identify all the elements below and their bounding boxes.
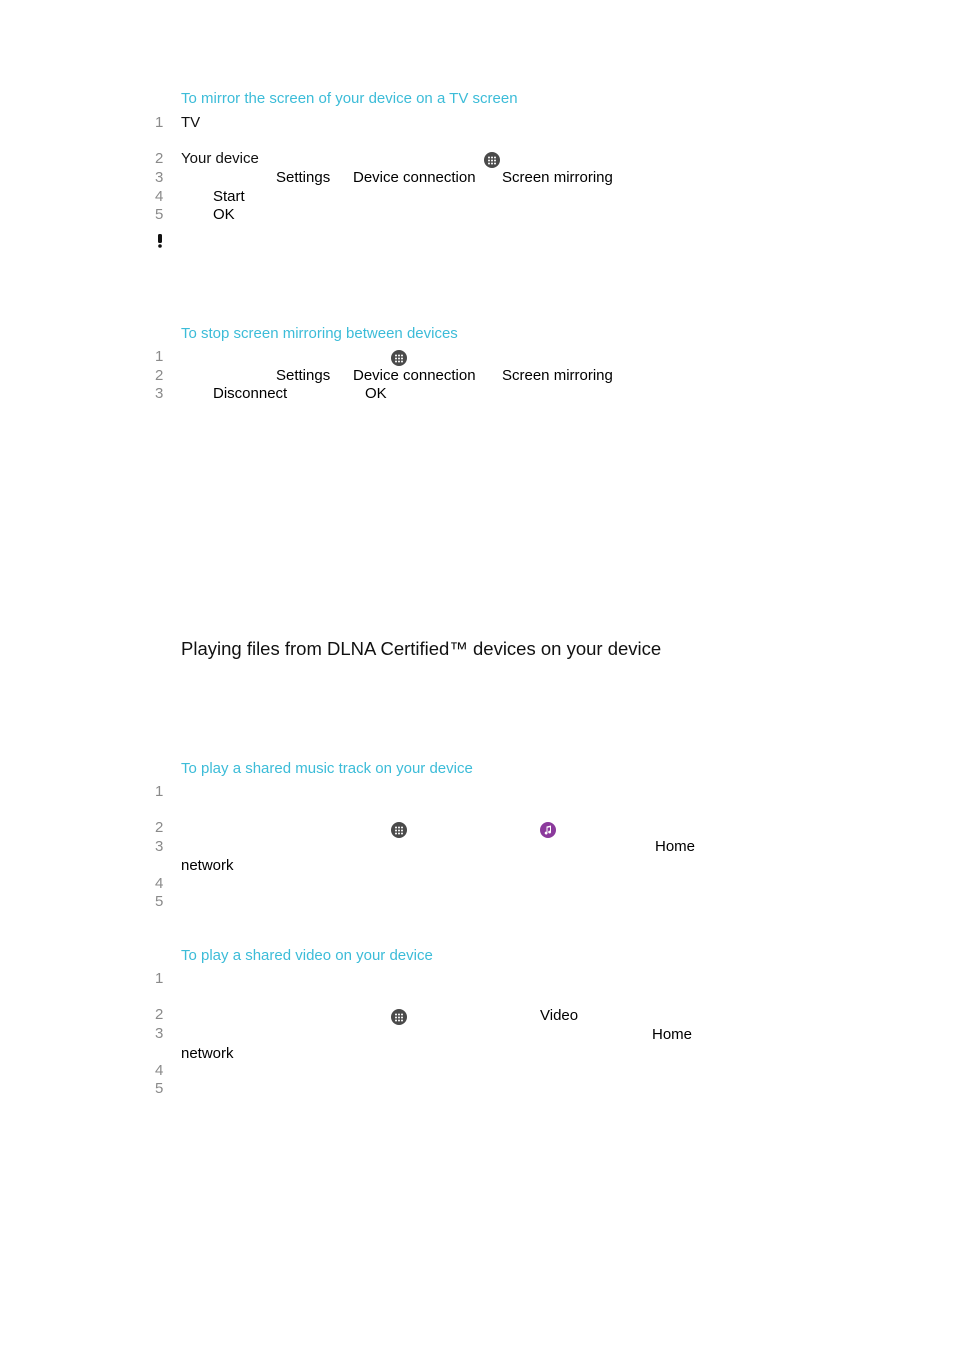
apps-icon	[391, 822, 407, 838]
ok-label: OK	[365, 385, 387, 402]
home-label: Home	[655, 838, 696, 855]
dlna-section-title: Playing files from DLNA Certified™ devices on your device	[181, 638, 662, 659]
settings-label: Settings	[276, 367, 331, 384]
apps-icon	[484, 152, 500, 168]
step-number: 3	[155, 1025, 164, 1042]
device-connection-label: Device connection	[353, 367, 476, 384]
disconnect-label: Disconnect	[213, 385, 288, 402]
step-number: 2	[155, 367, 164, 384]
apps-icon	[391, 1009, 407, 1025]
section-heading-video: To play a shared video on your device	[181, 947, 433, 964]
step-number: 4	[155, 188, 164, 205]
network-label: network	[181, 857, 234, 874]
step-number: 4	[155, 1062, 164, 1079]
step-number: 5	[155, 1080, 164, 1097]
device-connection-label: Device connection	[353, 169, 476, 186]
start-label: Start	[213, 188, 245, 205]
section-heading-music: To play a shared music track on your device	[181, 760, 473, 777]
step-text: TV	[181, 114, 201, 131]
music-icon	[540, 822, 556, 838]
step-number: 3	[155, 169, 164, 186]
section-heading-stop-mirroring: To stop screen mirroring between devices	[181, 325, 458, 342]
step-number: 2	[155, 819, 164, 836]
step-number: 2	[155, 1006, 164, 1023]
step-number: 1	[155, 114, 164, 131]
ok-label: OK	[213, 206, 235, 223]
screen-mirroring-label: Screen mirroring	[502, 367, 613, 384]
screen-mirroring-label: Screen mirroring	[502, 169, 613, 186]
step-number: 2	[155, 150, 164, 167]
step-number: 4	[155, 875, 164, 892]
step-number: 1	[155, 970, 164, 987]
step-number: 5	[155, 206, 164, 223]
video-label: Video	[540, 1007, 579, 1024]
step-number: 5	[155, 893, 164, 910]
network-label: network	[181, 1045, 234, 1062]
step-text: Your device	[181, 150, 259, 167]
step-number: 3	[155, 385, 164, 402]
home-label: Home	[652, 1026, 693, 1043]
step-number: 1	[155, 348, 164, 365]
settings-label: Settings	[276, 169, 331, 186]
apps-icon	[391, 350, 407, 366]
step-number: 3	[155, 838, 164, 855]
exclamation-icon	[157, 234, 163, 252]
step-number: 1	[155, 783, 164, 800]
section-heading-mirror: To mirror the screen of your device on a TV screen	[181, 90, 518, 107]
